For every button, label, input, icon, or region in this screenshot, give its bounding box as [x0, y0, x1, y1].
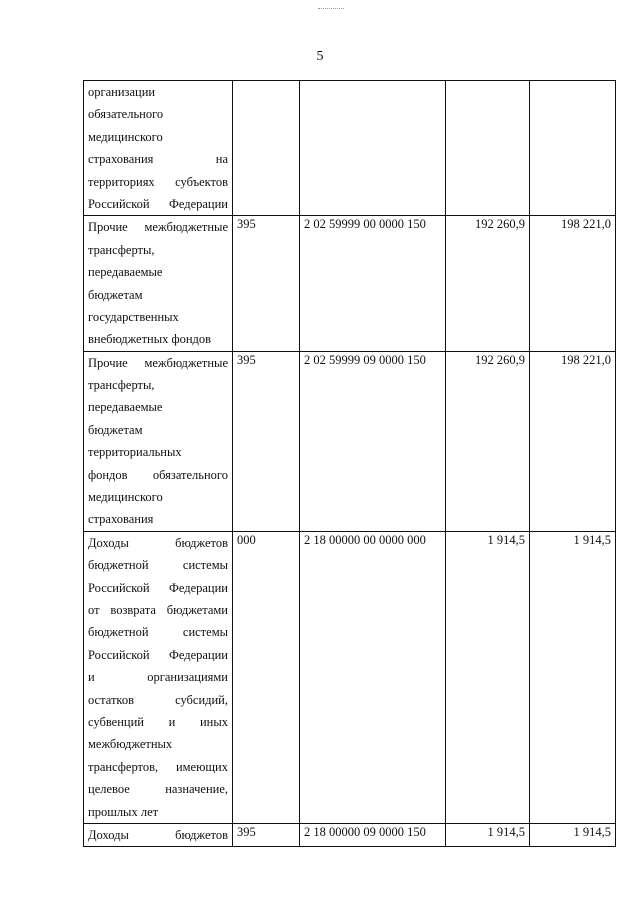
amount-year2-cell: 1 914,5 — [530, 531, 616, 823]
income-name-line: бюджетам — [88, 287, 143, 302]
budget-code-cell: 2 18 00000 00 0000 000 — [300, 531, 446, 823]
income-name-line: трансферты, — [88, 378, 155, 393]
income-name-line: Доходы бюджетов — [88, 827, 228, 842]
income-name-cell — [84, 823, 233, 846]
income-name-line: целевое назначение, — [88, 782, 228, 797]
amount-year1-cell: 1 914,5 — [446, 823, 530, 846]
income-name-line: организации — [88, 85, 156, 99]
admin-code-cell: 395 — [233, 351, 300, 531]
table-row — [84, 823, 616, 846]
budget-code-cell: 2 18 00000 09 0000 150 — [300, 823, 446, 846]
income-name-line: фондов обязательного — [88, 467, 228, 482]
income-name-line: трансферты, — [88, 242, 155, 257]
amount-year2-cell — [530, 81, 616, 216]
scan-top-mark — [318, 8, 344, 12]
income-name-cell — [84, 531, 233, 823]
amount-year1-cell: 1 914,5 — [446, 531, 530, 823]
admin-code-cell: 000 — [233, 531, 300, 823]
table-row — [84, 531, 616, 823]
income-name-line: бюджетной системы — [88, 625, 228, 640]
amount-year2-cell: 198 221,0 — [530, 216, 616, 351]
table-row — [84, 81, 616, 216]
income-name-line: обязательного — [88, 107, 164, 122]
amount-year2-cell: 198 221,0 — [530, 351, 616, 531]
table-row — [84, 351, 616, 531]
income-name-line: медицинского — [88, 490, 163, 505]
income-name-line: Российской Федерации — [88, 580, 228, 595]
budget-revenue-table — [83, 80, 616, 847]
budget-code-cell: 2 02 59999 00 0000 150 — [300, 216, 446, 351]
income-name-line: и организациями — [88, 670, 228, 685]
income-name-line: от возврата бюджетами — [88, 602, 228, 617]
income-name-line: государственных — [88, 309, 179, 324]
income-name-line: передаваемые — [88, 265, 163, 280]
admin-code-cell: 395 — [233, 823, 300, 846]
amount-year2-cell: 1 914,5 — [530, 823, 616, 846]
income-name-line: страхования — [88, 512, 154, 527]
income-name-line: территориальных — [88, 445, 182, 460]
income-name-line: страхования на — [88, 152, 228, 167]
income-name-line: прошлых лет — [88, 804, 159, 819]
income-name-line: бюджетам — [88, 422, 143, 437]
admin-code-cell: 395 — [233, 216, 300, 351]
income-name-line: внебюджетных фондов — [88, 332, 212, 347]
income-name-line: Прочие межбюджетные — [88, 355, 228, 370]
income-name-line: Российской Федерации — [88, 196, 228, 211]
income-name-line: межбюджетных — [88, 737, 173, 752]
income-name-cell — [84, 351, 233, 531]
income-name-line: территориях субъектов — [88, 174, 228, 189]
income-name-line: передаваемые — [88, 400, 163, 415]
income-name-line: трансфертов, имеющих — [88, 759, 228, 774]
income-name-line: Российской Федерации — [88, 647, 228, 662]
page-number: 5 — [316, 49, 324, 64]
table-row — [84, 216, 616, 351]
amount-year1-cell — [446, 81, 530, 216]
income-name-line: медицинского — [88, 129, 163, 144]
amount-year1-cell: 192 260,9 — [446, 351, 530, 531]
income-name-line: бюджетной системы — [88, 558, 228, 573]
income-name-line: Прочие межбюджетные — [88, 220, 228, 235]
admin-code-cell — [233, 81, 300, 216]
income-name-line: остатков субсидий, — [88, 692, 228, 707]
budget-code-cell: 2 02 59999 09 0000 150 — [300, 351, 446, 531]
income-name-line: Доходы бюджетов — [88, 535, 228, 550]
income-name-cell — [84, 216, 233, 351]
income-name-line: субвенций и иных — [88, 714, 228, 729]
budget-code-cell — [300, 81, 446, 216]
amount-year1-cell: 192 260,9 — [446, 216, 530, 351]
income-name-cell — [84, 81, 233, 216]
